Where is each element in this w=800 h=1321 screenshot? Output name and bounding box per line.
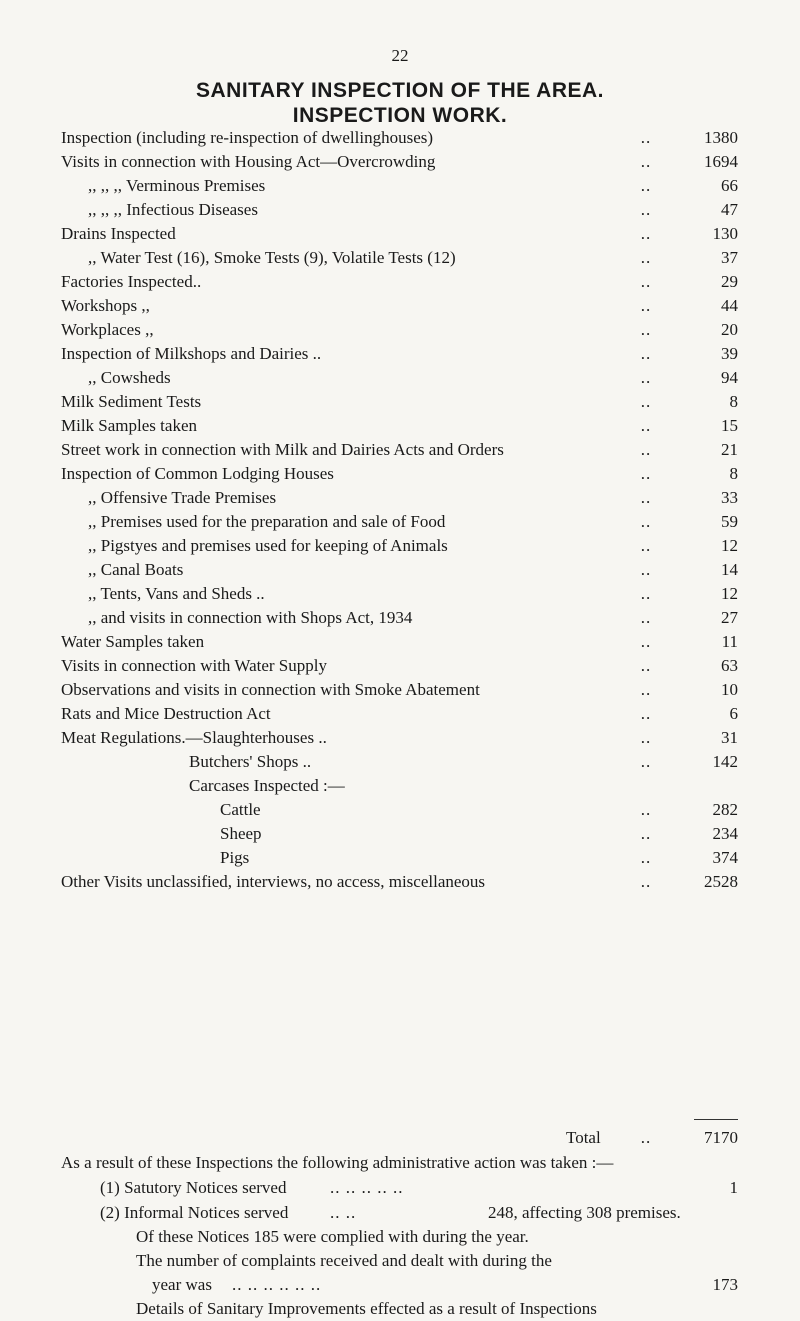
leader-dots: .. — [640, 488, 652, 507]
leader-dots: .. — [640, 320, 652, 339]
list-item-value: 29 — [721, 272, 738, 291]
list-item-label: ,, Water Test (16), Smoke Tests (9), Volatile Tests (12) — [88, 248, 456, 267]
list-item — [0, 654, 800, 678]
list-item — [0, 630, 800, 654]
list-item — [0, 534, 800, 558]
page-number: 22 — [391, 46, 409, 65]
list-item — [0, 558, 800, 582]
leader-dots: .. — [640, 872, 652, 891]
list-item-label: ,, Offensive Trade Premises — [88, 488, 277, 507]
leader-dots: .. — [640, 296, 652, 315]
notice-detail: 248, affecting 308 premises. — [488, 1203, 681, 1222]
notice-row-2 — [0, 1201, 800, 1225]
leader-dots: .. — [640, 848, 652, 867]
leader-dots: .. — [640, 728, 652, 747]
list-item-label: Street work in connection with Milk and Dairies Acts and Orders — [61, 440, 504, 459]
list-item — [0, 198, 800, 222]
list-item-value: 1380 — [704, 128, 738, 147]
list-item-value: 27 — [721, 608, 738, 627]
list-item — [0, 750, 800, 774]
page-title: SANITARY INSPECTION OF THE AREA. — [195, 79, 605, 102]
list-item — [0, 246, 800, 270]
list-item-label: ,, and visits in connection with Shops Act, 1934 — [88, 608, 413, 627]
list-item-value: 66 — [721, 176, 738, 195]
leader-dots: .. — [640, 416, 652, 435]
leader-dots: .. — [640, 632, 652, 651]
list-item-label: Inspection (including re-inspection of dwellinghouses) — [61, 128, 434, 147]
list-item-label: ,, Premises used for the preparation and sale of Food — [88, 512, 446, 531]
list-item-label: ,, Canal Boats — [88, 560, 184, 579]
leader-dots: .. — [640, 152, 652, 171]
leader-dots: .. — [640, 200, 652, 219]
list-item-label: Observations and visits in connection with Smoke Abatement — [61, 680, 480, 699]
leader-dots: .. — [640, 1128, 652, 1147]
list-item-value: 94 — [721, 368, 738, 387]
list-item — [0, 582, 800, 606]
list-item-value: 14 — [721, 560, 738, 579]
list-item — [0, 318, 800, 342]
complaints-line: The number of complaints received and dealt with during the — [136, 1251, 552, 1270]
list-item — [0, 174, 800, 198]
list-item-value: 44 — [721, 296, 738, 315]
list-item — [0, 414, 800, 438]
leader-dots: .. .. — [330, 1203, 357, 1222]
list-item-value: 15 — [721, 416, 738, 435]
list-item-value: 234 — [712, 824, 738, 843]
list-item-label: ,, ,, ,, Verminous Premises — [88, 176, 266, 195]
list-item-value: 8 — [729, 392, 738, 411]
list-item-value: 282 — [712, 800, 738, 819]
leader-dots: .. — [640, 512, 652, 531]
list-item-value: 6 — [729, 704, 738, 723]
leader-dots: .. — [640, 824, 652, 843]
list-item-value: 39 — [721, 344, 738, 363]
list-item — [0, 510, 800, 534]
complaints-label: year was — [152, 1275, 212, 1294]
list-item-value: 31 — [721, 728, 738, 747]
list-item-value: 1694 — [704, 152, 738, 171]
list-item — [0, 438, 800, 462]
list-item — [0, 702, 800, 726]
list-item-label: Visits in connection with Water Supply — [61, 656, 327, 675]
list-item — [0, 126, 800, 150]
list-item-value: 37 — [721, 248, 738, 267]
list-item — [0, 462, 800, 486]
list-item-label: ,, ,, ,, Infectious Diseases — [88, 200, 258, 219]
list-item-label: Milk Sediment Tests — [61, 392, 202, 411]
list-item-label: Other Visits unclassified, interviews, no access, miscellaneous — [61, 872, 486, 891]
list-item-label: Sheep — [220, 824, 262, 843]
leader-dots: .. — [640, 176, 652, 195]
complaints-value: 173 — [712, 1275, 738, 1294]
list-item — [0, 774, 800, 798]
list-item — [0, 726, 800, 750]
list-item-value: 11 — [721, 632, 738, 651]
total-row — [0, 1126, 800, 1150]
list-item — [0, 150, 800, 174]
list-item-value: 20 — [721, 320, 738, 339]
leader-dots: .. — [640, 392, 652, 411]
notice-label: (2) Informal Notices served — [100, 1203, 289, 1222]
leader-dots: .. — [640, 656, 652, 675]
notice-row-1 — [0, 1176, 800, 1200]
list-item-label: Meat Regulations.—Slaughterhouses .. — [61, 728, 327, 747]
list-item-value: 12 — [721, 536, 738, 555]
leader-dots: .. — [640, 608, 652, 627]
leader-dots: .. — [640, 464, 652, 483]
leader-dots: .. — [640, 536, 652, 555]
list-item — [0, 486, 800, 510]
list-item-value: 2528 — [704, 872, 738, 891]
leader-dots: .. — [640, 800, 652, 819]
list-item-value: 21 — [721, 440, 738, 459]
list-item-value: 47 — [721, 200, 738, 219]
list-item-label: Rats and Mice Destruction Act — [61, 704, 271, 723]
notice-note: Of these Notices 185 were complied with during the year. — [136, 1227, 529, 1246]
list-item-label: Inspection of Milkshops and Dairies .. — [61, 344, 322, 363]
list-item-label: Workshops ,, — [61, 296, 150, 315]
list-item-label: Milk Samples taken — [61, 416, 197, 435]
leader-dots: .. — [640, 704, 652, 723]
list-item-label: Pigs — [220, 848, 250, 867]
leader-dots: .. — [640, 752, 652, 771]
leader-dots: .. .. .. .. .. — [330, 1178, 404, 1197]
list-item-label: Drains Inspected — [61, 224, 176, 243]
list-item-value: 33 — [721, 488, 738, 507]
leader-dots: .. — [640, 584, 652, 603]
leader-dots: .. — [640, 680, 652, 699]
list-item-label: Inspection of Common Lodging Houses — [61, 464, 334, 483]
list-item-value: 63 — [721, 656, 738, 675]
list-item-label: Cattle — [220, 800, 261, 819]
list-item-value: 12 — [721, 584, 738, 603]
list-item — [0, 870, 800, 894]
list-item — [0, 846, 800, 870]
total-value: 7170 — [704, 1128, 738, 1147]
complaints-row — [0, 1273, 800, 1297]
list-item-value: 374 — [712, 848, 738, 867]
list-item-label: ,, Pigstyes and premises used for keeping of Animals — [88, 536, 448, 555]
list-item-label: Visits in connection with Housing Act—Overcrowding — [61, 152, 436, 171]
leader-dots: .. .. .. .. .. .. — [232, 1275, 322, 1294]
list-item — [0, 342, 800, 366]
list-item — [0, 222, 800, 246]
list-item-label: Water Samples taken — [61, 632, 205, 651]
leader-dots: .. — [640, 248, 652, 267]
list-item-label: Butchers' Shops .. — [189, 752, 312, 771]
leader-dots: .. — [640, 224, 652, 243]
leader-dots: .. — [640, 368, 652, 387]
list-item-value: 130 — [712, 224, 738, 243]
list-item — [0, 606, 800, 630]
list-item — [0, 678, 800, 702]
list-item-value: 8 — [729, 464, 738, 483]
notice-value: 1 — [729, 1178, 738, 1197]
total-label: Total — [566, 1128, 601, 1147]
list-item-value: 59 — [721, 512, 738, 531]
action-intro: As a result of these Inspections the following administrative action was taken :— — [61, 1153, 614, 1172]
list-item — [0, 366, 800, 390]
list-item-label: ,, Tents, Vans and Sheds .. — [88, 584, 265, 603]
list-item-label: Carcases Inspected :— — [189, 776, 345, 795]
list-item-value: 142 — [712, 752, 738, 771]
total-rule — [694, 1119, 738, 1120]
list-item — [0, 798, 800, 822]
list-item — [0, 294, 800, 318]
list-item — [0, 390, 800, 414]
list-item — [0, 822, 800, 846]
details-line: Details of Sanitary Improvements effected as a result of Inspections — [136, 1299, 597, 1318]
notice-label: (1) Satutory Notices served — [100, 1178, 287, 1197]
list-item-label: ,, Cowsheds — [88, 368, 171, 387]
leader-dots: .. — [640, 128, 652, 147]
leader-dots: .. — [640, 272, 652, 291]
list-item — [0, 270, 800, 294]
list-item-label: Workplaces ,, — [61, 320, 154, 339]
leader-dots: .. — [640, 560, 652, 579]
list-item-value: 10 — [721, 680, 738, 699]
leader-dots: .. — [640, 440, 652, 459]
leader-dots: .. — [640, 344, 652, 363]
section-title: INSPECTION WORK. — [292, 104, 508, 127]
list-item-label: Factories Inspected.. — [61, 272, 202, 291]
